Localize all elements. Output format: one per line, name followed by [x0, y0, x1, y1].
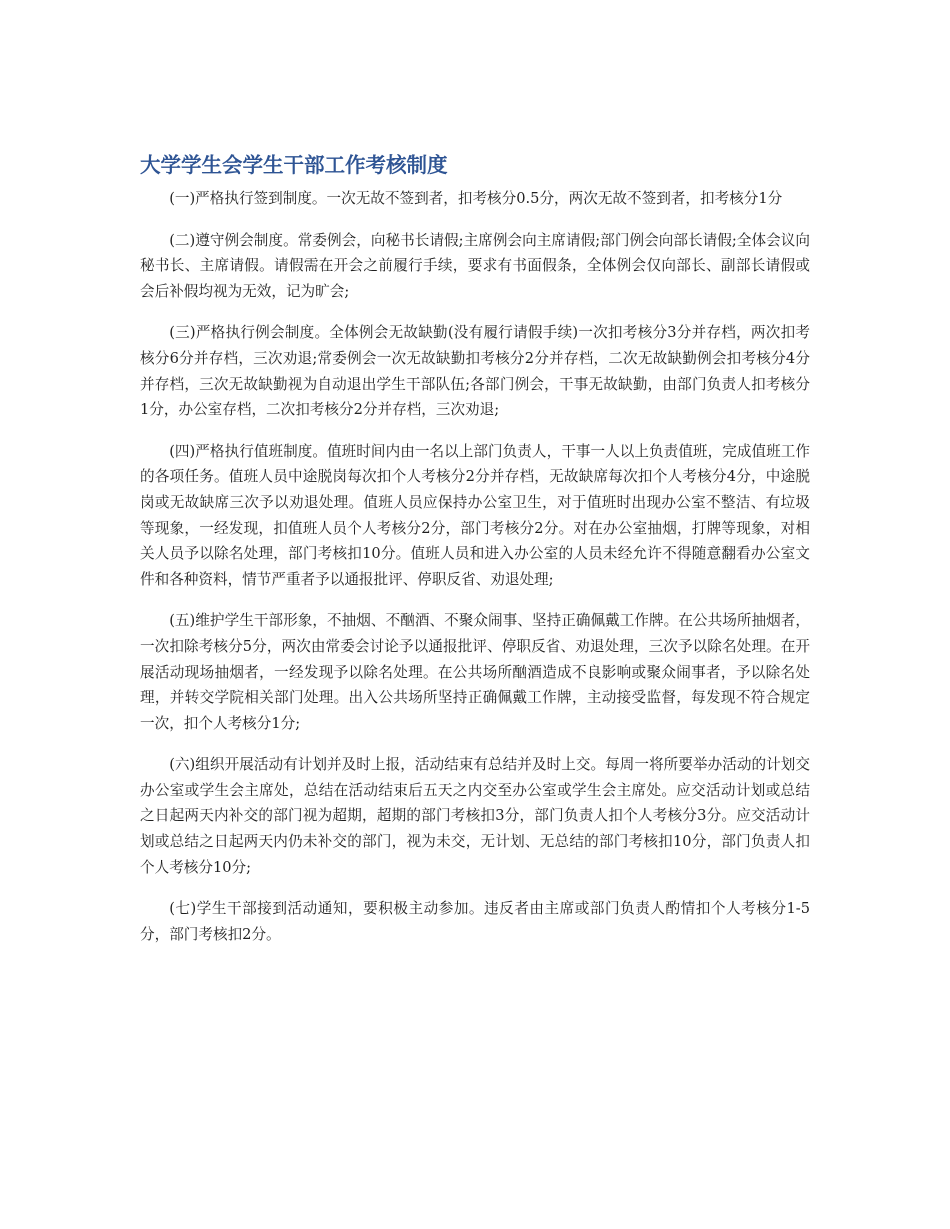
document-title: 大学学生会学生干部工作考核制度: [140, 153, 448, 177]
paragraph-5-conduct: (五)维护学生干部形象，不抽烟、不酗酒、不聚众闹事、坚持正确佩戴工作牌。在公共场所抽烟者，一次扣除考核分5分，两次由常委会讨论予以通报批评、停职反省、劝退处理，三次予以除名处理。在开展活动现场抽烟者，一经发现予以除名处理。在公共场所酗酒造成不良影响或聚众闹事者，予以除名处理，并转交学院相关部门处理。出入公共场所坚持正确佩戴工作牌，主动接受监督，每发现不符合规定一次，扣个人考核分1分;: [140, 612, 810, 732]
paragraph-2-meeting-leave: (二)遵守例会制度。常委例会，向秘书长请假;主席例会向主席请假;部门例会向部长请假;全体会议向秘书长、主席请假。请假需在开会之前履行手续，要求有书面假条，全体例会仅向部长、副部长请假或会后补假均视为无效，记为旷会;: [140, 231, 810, 300]
paragraph-3-meeting-attendance: (三)严格执行例会制度。全体例会无故缺勤(没有履行请假手续)一次扣考核分3分并存档，两次扣考核分6分并存档，三次劝退;常委例会一次无故缺勤扣考核分2分并存档，二次无故缺勤例会扣考核分4分并存档，三次无故缺勤视为自动退出学生干部队伍;各部门例会，干事无故缺勤，由部门负责人扣考核分1分，办公室存档，二次扣考核分2分并存档，三次劝退;: [140, 324, 810, 419]
paragraph-6-activity-plans: (六)组织开展活动有计划并及时上报，活动结束有总结并及时上交。每周一将所要举办活动的计划交办公室或学生会主席处，总结在活动结束后五天之内交至办公室或学生会主席处。应交活动计划或总结之日起两天内补交的部门视为超期，超期的部门考核扣3分，部门负责人扣个人考核分3分。应交活动计划或总结之日起两天内仍未补交的部门，视为未交，无计划、无总结的部门考核扣10分，部门负责人扣个人考核分10分;: [140, 756, 810, 876]
document-body: [140, 148, 810, 963]
paragraph-4-duty-shift: (四)严格执行值班制度。值班时间内由一名以上部门负责人，干事一人以上负责值班，完成值班工作的各项任务。值班人员中途脱岗每次扣个人考核分2分并存档，无故缺席每次扣个人考核分4分，中途脱岗或无故缺席三次予以劝退处理。值班人员应保持办公室卫生，对于值班时出现办公室不整洁、有垃圾等现象，一经发现，扣值班人员个人考核分2分，部门考核分2分。对在办公室抽烟，打牌等现象，对相关人员予以除名处理，部门考核扣10分。值班人员和进入办公室的人员未经允许不得随意翻看办公室文件和各种资料，情节严重者予以通报批评、停职反省、劝退处理;: [140, 442, 810, 588]
paragraph-7-participation: (七)学生干部接到活动通知，要积极主动参加。违反者由主席或部门负责人酌情扣个人考核分1-5分，部门考核扣2分。: [140, 900, 810, 943]
paragraph-1-sign-in: (一)严格执行签到制度。一次无故不签到者，扣考核分0.5分，两次无故不签到者，扣考核分1分: [169, 190, 783, 207]
